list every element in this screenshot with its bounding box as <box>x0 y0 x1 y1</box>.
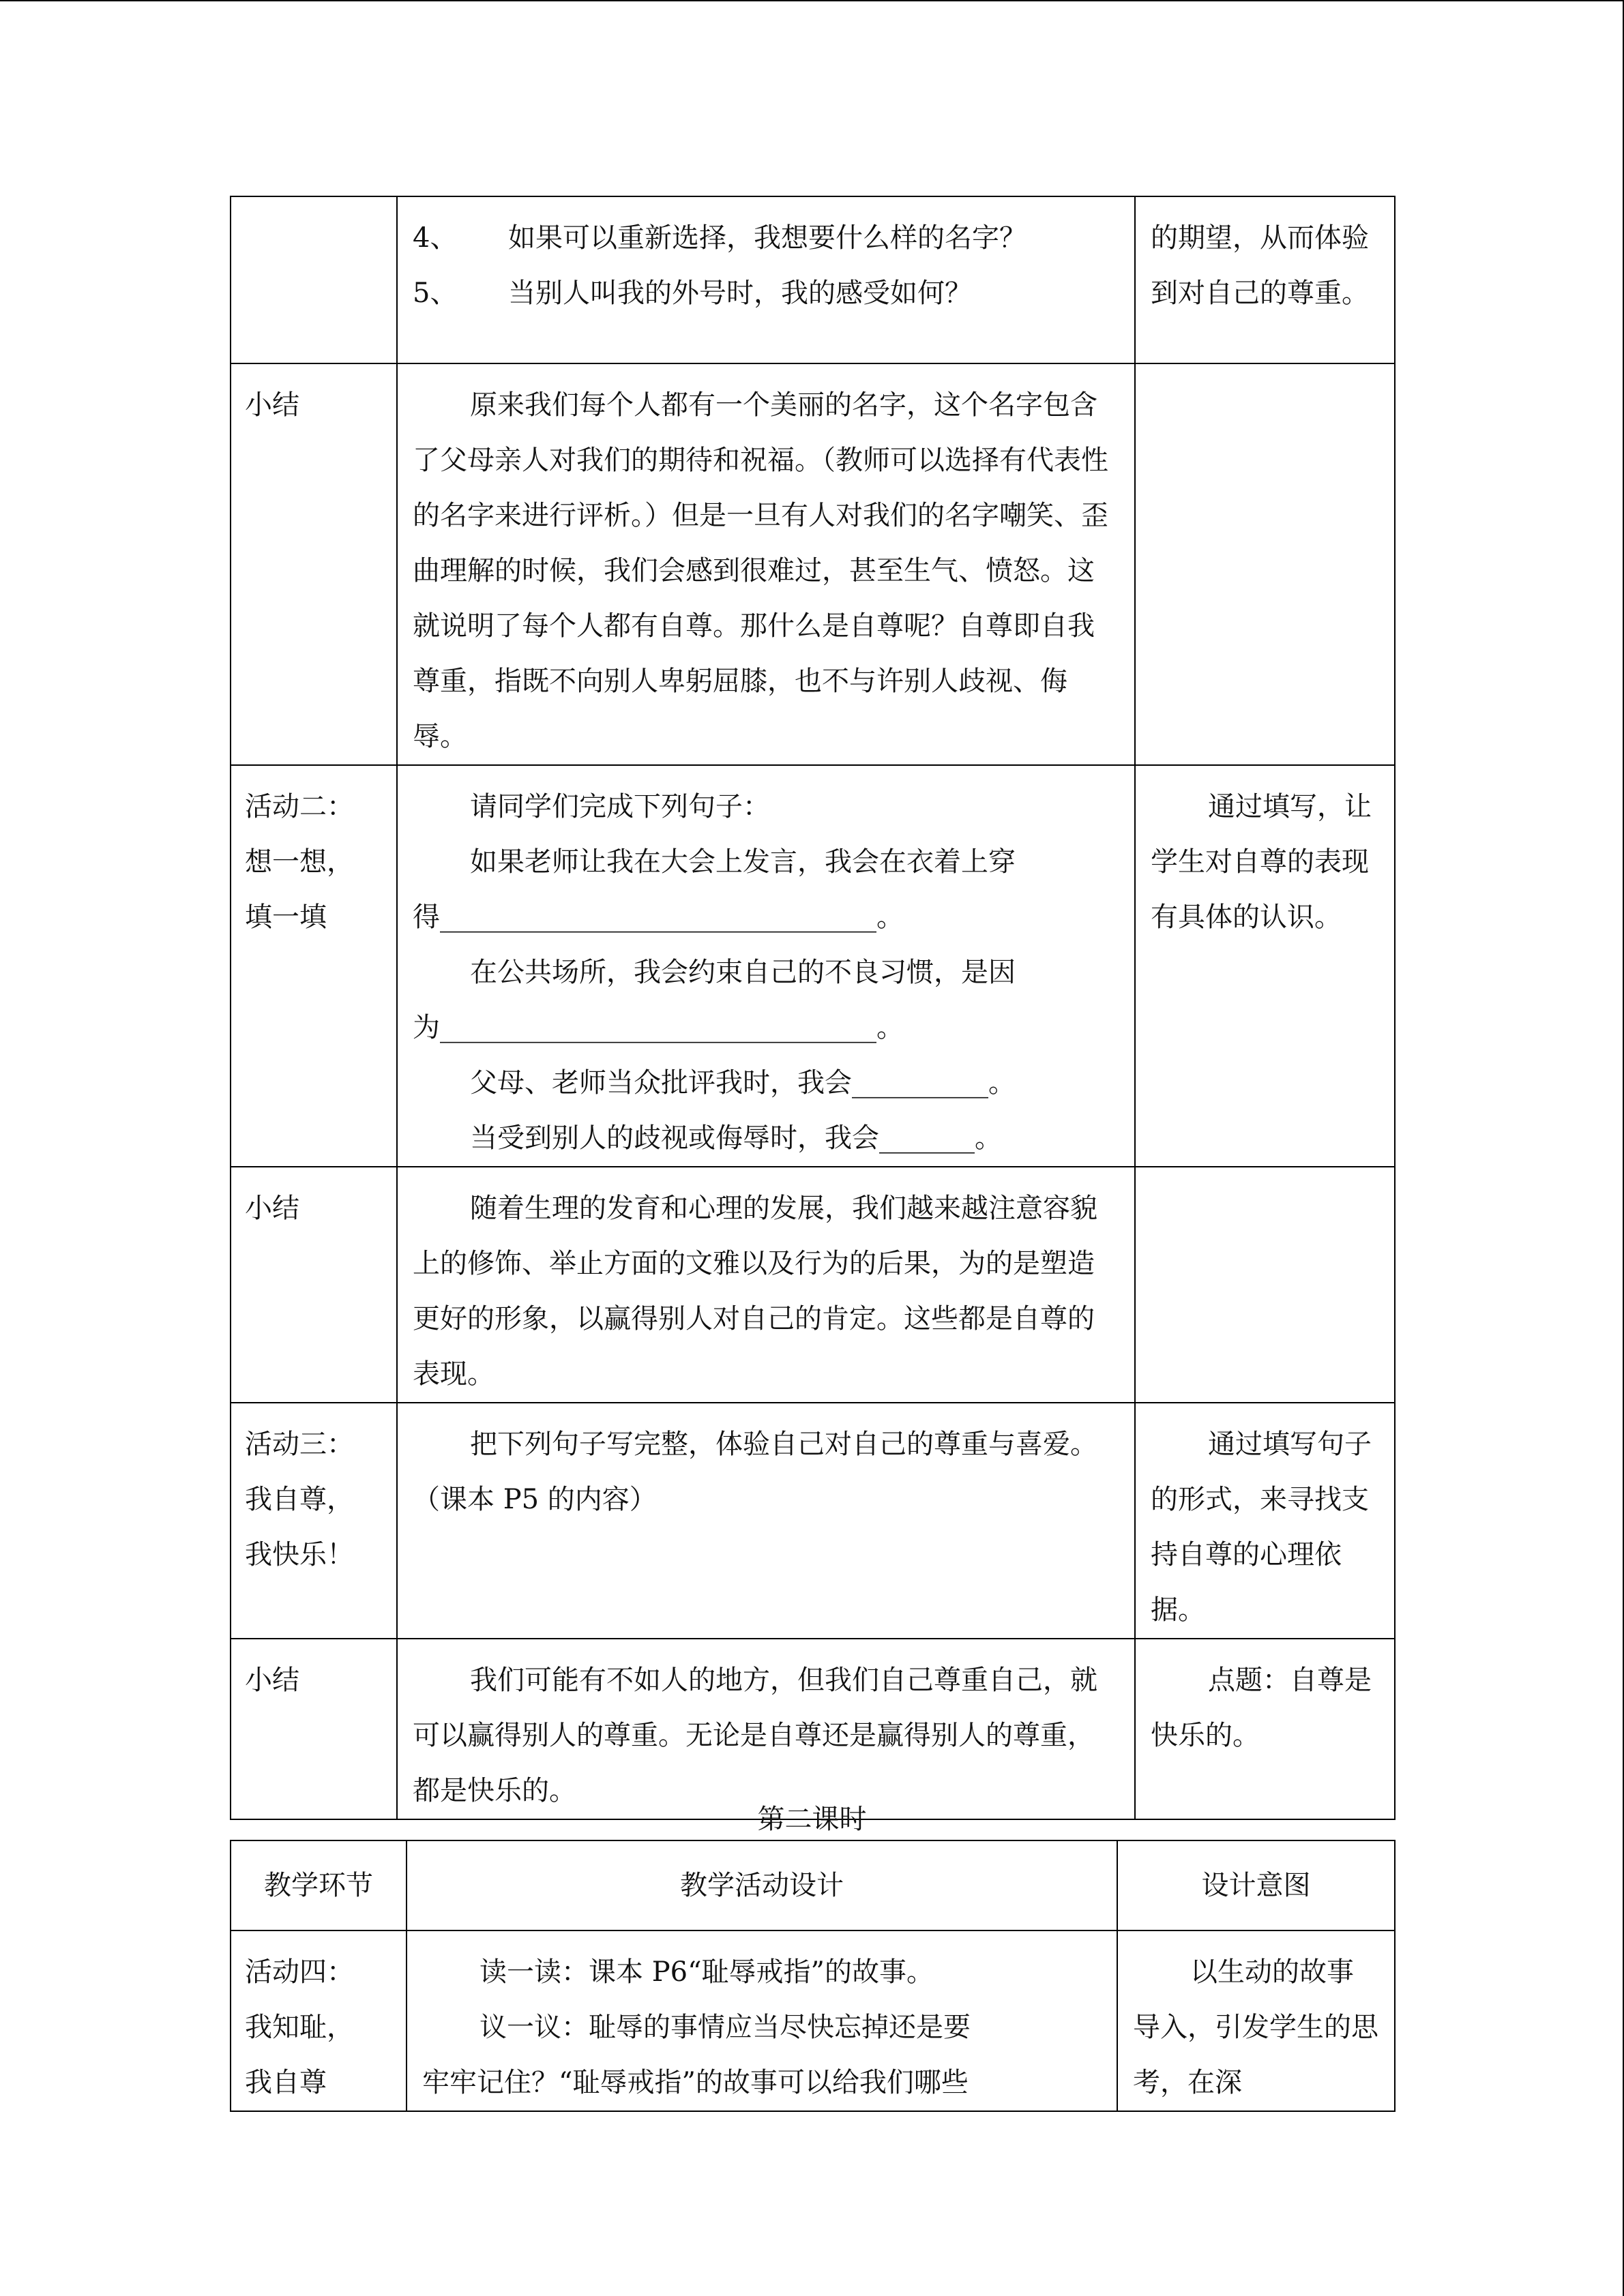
intent-cell <box>1135 1167 1395 1403</box>
table-row <box>231 1639 1395 1819</box>
lesson-table-1 <box>230 196 1396 1820</box>
content-cell <box>397 196 1135 363</box>
numbered-question: 4、 如果可以重新选择，我想要什么样的名字？ <box>413 222 1027 254</box>
header-content: 教学活动设计 <box>407 1840 1117 1930</box>
stage-cell: 小结 <box>231 363 397 765</box>
numbered-question: 5、 当别人叫我的外号时，我的感受如何？ <box>413 278 972 309</box>
intent-cell: 以生动的故事导入，引发学生的思考，在深 <box>1117 1930 1395 2111</box>
fill-blank-line: 父母、老师当众批评我时，我会__________。 <box>470 1067 1016 1099</box>
fill-blank-line: 得________________________________。 <box>413 901 904 933</box>
table-row <box>231 765 1395 1167</box>
table-row <box>231 196 1395 363</box>
content-cell: 读一读：课本 P6“耻辱戒指”的故事。 议一议：耻辱的事情应当尽快忘掉还是要 牢牢记住？“耻辱戒指”的故事可以给我们哪些 <box>407 1930 1117 2111</box>
table-row <box>231 1403 1395 1639</box>
stage-cell: 活动二： 想一想， 填一填 <box>231 765 397 1167</box>
intent-cell: 通过填写，让学生对自尊的表现有具体的认识。 <box>1135 765 1395 1167</box>
table-header-row <box>231 1840 1395 1930</box>
table-row <box>231 1167 1395 1403</box>
header-stage: 教学环节 <box>231 1840 407 1930</box>
fill-blank-line: 当受到别人的歧视或侮辱时，我会_______。 <box>470 1122 1002 1154</box>
stage-cell: 小结 <box>231 1639 397 1819</box>
table-row <box>231 1930 1395 2111</box>
stage-cell: 活动四： 我知耻， 我自尊 <box>231 1930 407 2111</box>
intent-cell: 通过填写句子的形式，来寻找支持自尊的心理依据。 <box>1135 1403 1395 1639</box>
lesson-table-2 <box>230 1840 1396 2112</box>
header-intent: 设计意图 <box>1117 1840 1395 1930</box>
fill-blank-line: 为________________________________。 <box>413 1012 904 1043</box>
table-row <box>231 363 1395 765</box>
intent-cell <box>1135 363 1395 765</box>
content-cell: 请同学们完成下列句子： 如果老师让我在大会上发言，我会在衣着上穿 得________________________________。 在公共场所，我会约束自己的不良习惯，是因 为________________________________。 父母、老师当众批评我时，我会__________。 当受到别人的歧视或侮辱时，我会_______。 <box>397 765 1135 1167</box>
content-cell: 随着生理的发育和心理的发展，我们越来越注意容貌上的修饰、举止方面的文雅以及行为的后果，为的是塑造更好的形象，以赢得别人对自己的肯定。这些都是自尊的表现。 <box>397 1167 1135 1403</box>
section-caption: 第二课时 <box>757 1804 867 1835</box>
content-cell: 我们可能有不如人的地方，但我们自己尊重自己，就可以赢得别人的尊重。无论是自尊还是赢得别人的尊重，都是快乐的。 <box>397 1639 1135 1819</box>
content-cell: 把下列句子写完整，体验自己对自己的尊重与喜爱。（课本 P5 的内容） <box>397 1403 1135 1639</box>
intent-cell: 的期望，从而体验到对自己的尊重。 <box>1135 196 1395 363</box>
stage-cell <box>231 196 397 363</box>
stage-cell: 小结 <box>231 1167 397 1403</box>
intent-cell: 点题：自尊是快乐的。 <box>1135 1639 1395 1819</box>
content-cell: 原来我们每个人都有一个美丽的名字，这个名字包含了父母亲人对我们的期待和祝福。（教师可以选择有代表性的名字来进行评析。）但是一旦有人对我们的名字嘲笑、歪曲理解的时候，我们会感到很难过，甚至生气、愤怒。这就说明了每个人都有自尊。那什么是自尊呢？自尊即自我尊重，指既不向别人卑躬屈膝，也不与许别人歧视、侮辱。 <box>397 363 1135 765</box>
stage-cell: 活动三： 我自尊， 我快乐！ <box>231 1403 397 1639</box>
